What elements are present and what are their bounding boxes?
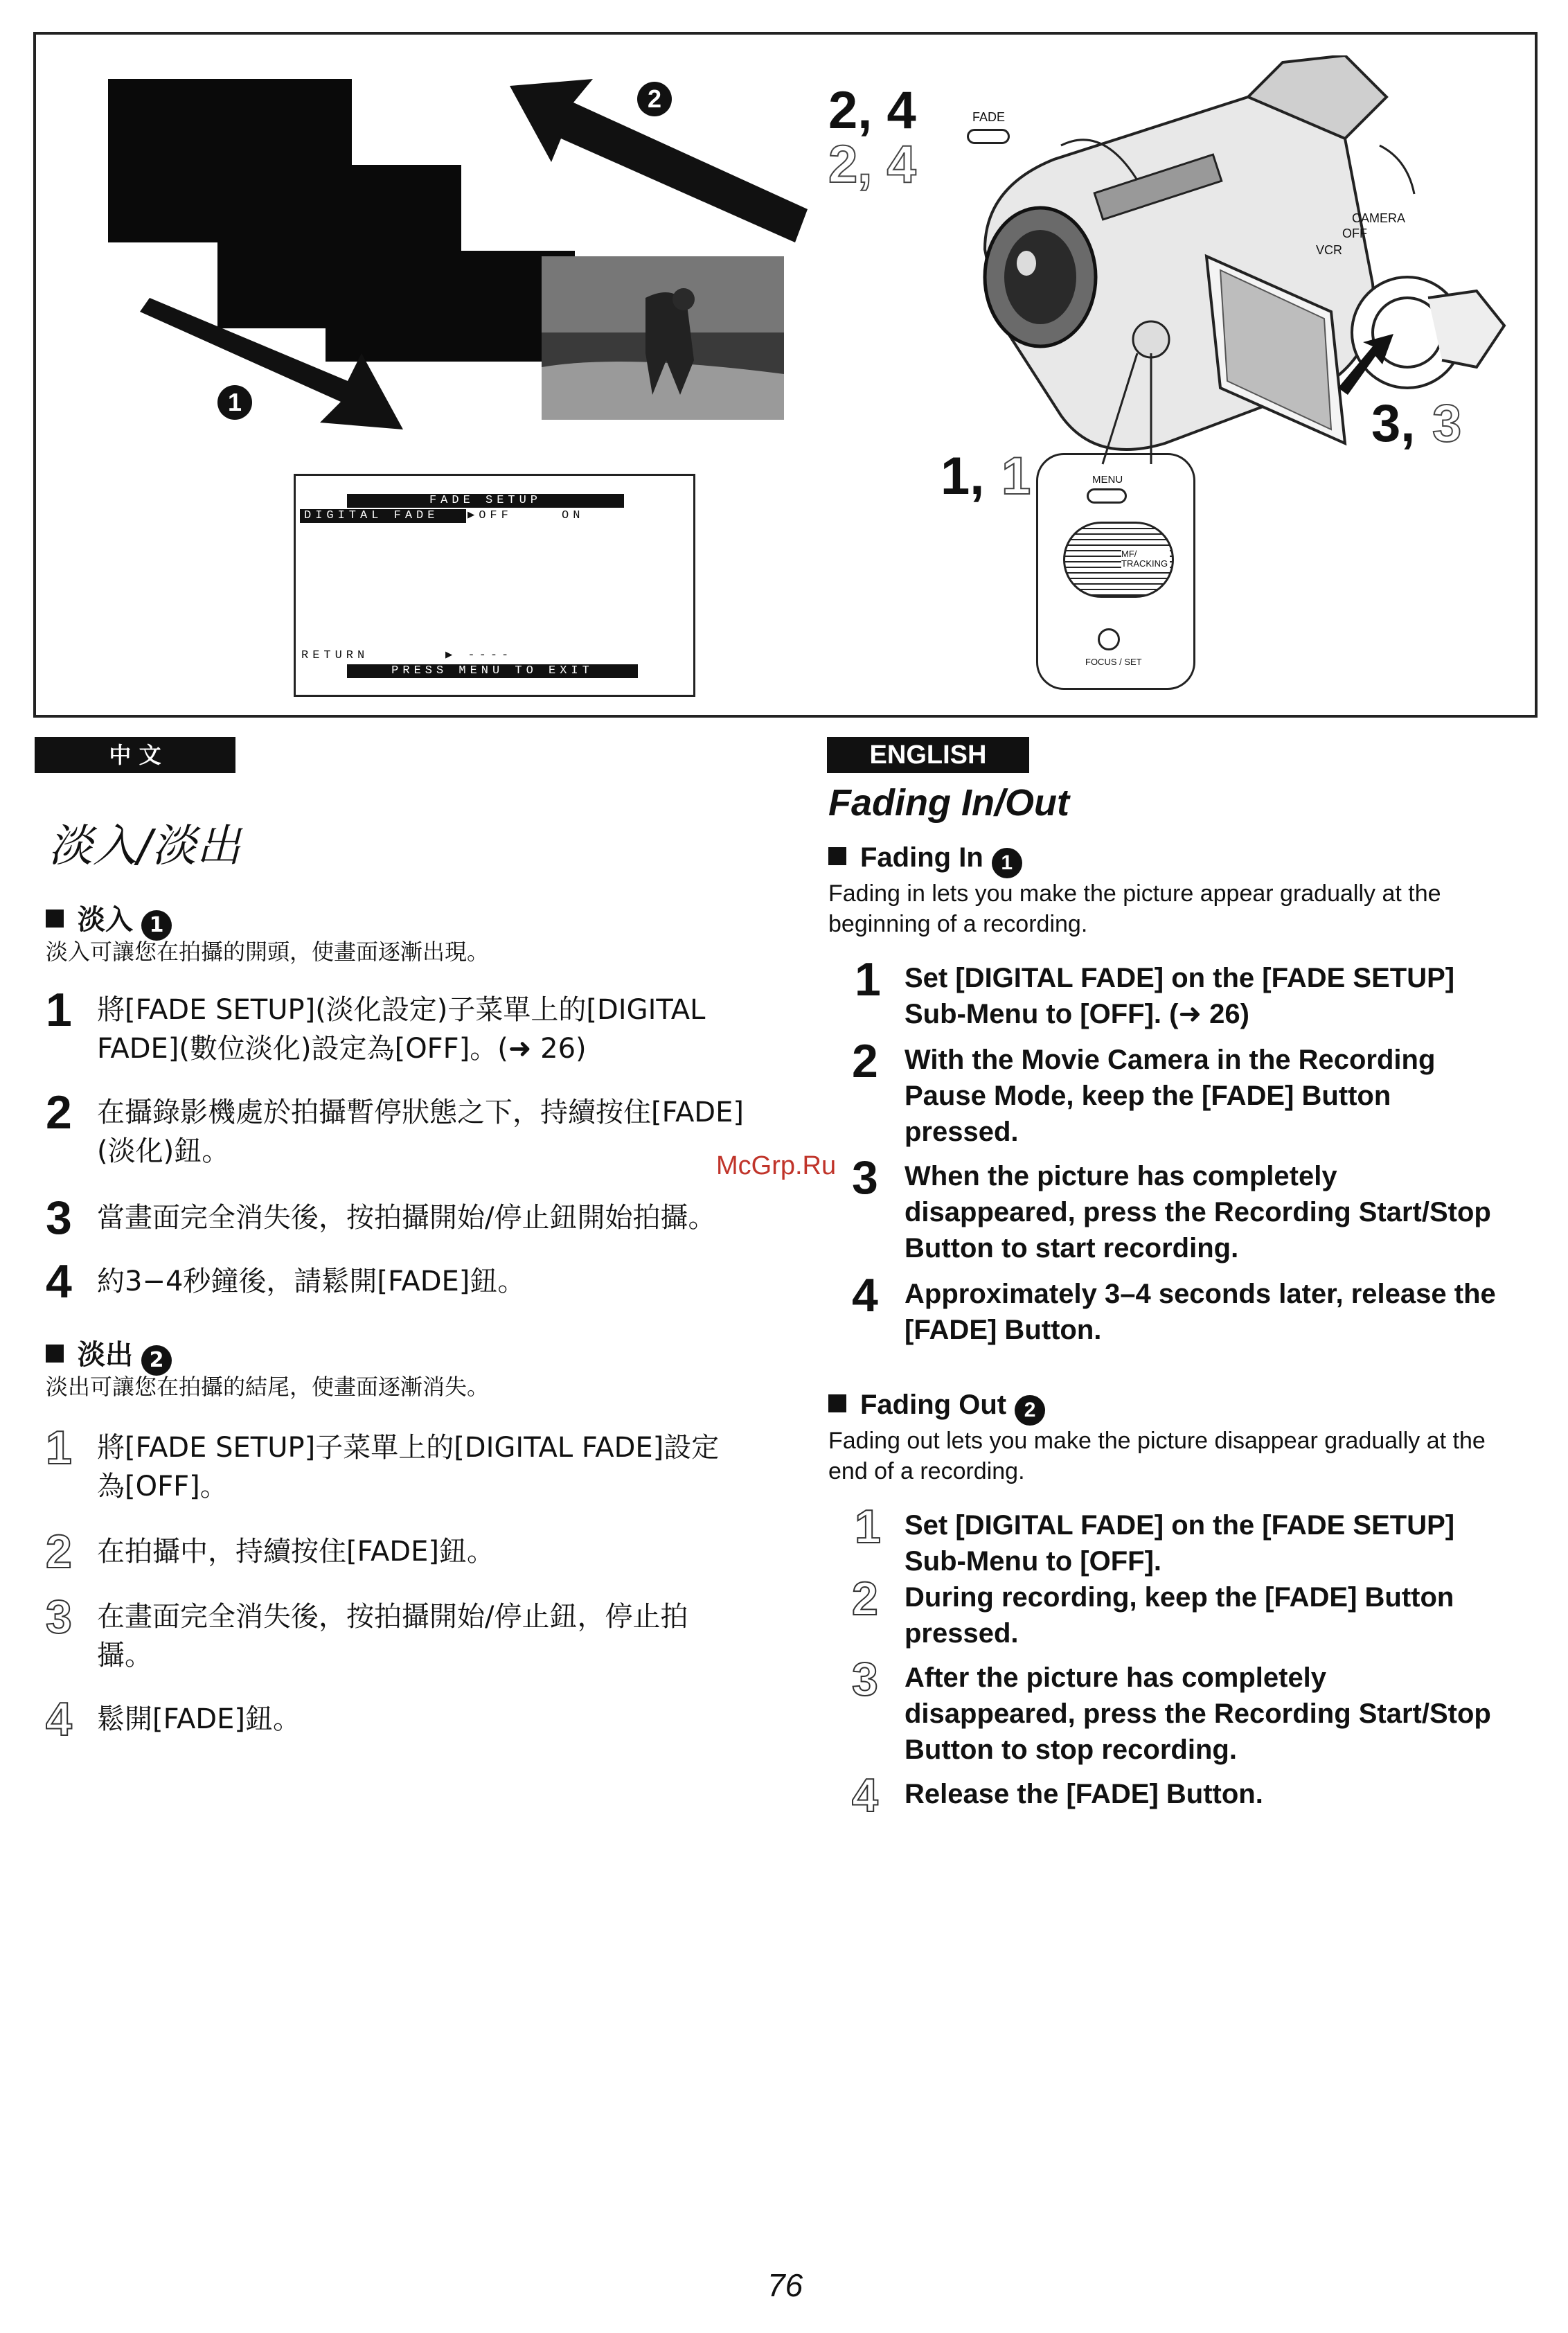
- menu-row-option: ON: [562, 509, 585, 522]
- fade-setup-menu-screen: [294, 474, 695, 697]
- mf-tracking-caption: MF/ TRACKING: [1121, 549, 1170, 568]
- step-text: [97, 1198, 715, 1237]
- step-line-2: [FADE] Button.: [905, 1315, 1102, 1345]
- menu-row-value: ▶OFF: [467, 509, 513, 522]
- step-line-2: (淡化)鈕。: [97, 1135, 230, 1167]
- step-text: [905, 1158, 1491, 1266]
- menu-return-label: RETURN: [301, 649, 369, 662]
- step-text: [97, 991, 705, 1068]
- bullet-square-icon: [828, 1394, 846, 1412]
- step-line-1: When the picture has completely: [905, 1161, 1337, 1191]
- fade-frame-photo: [542, 256, 784, 420]
- step-number: 2: [852, 1572, 878, 1625]
- step-text: [97, 1093, 744, 1171]
- step-line-1: Set [DIGITAL FADE] on the [FADE SETUP]: [905, 1510, 1455, 1541]
- step-line-3: Button to start recording.: [905, 1233, 1239, 1263]
- step-number: 4: [46, 1255, 72, 1308]
- step-text: [97, 1700, 301, 1739]
- step-number: 3: [852, 1151, 878, 1204]
- step-number: 1: [855, 1500, 881, 1553]
- chinese-fade-in-heading: [46, 898, 172, 941]
- step-line-1: Release the [FADE] Button.: [905, 1779, 1263, 1809]
- step-number: 1: [46, 984, 72, 1036]
- step-line-1: During recording, keep the [FADE] Button: [905, 1582, 1454, 1613]
- step-line-1: After the picture has completely: [905, 1662, 1327, 1693]
- label-step-2-4-outline: 2, 4: [828, 135, 916, 194]
- english-fade-in-number: 1: [992, 848, 1022, 878]
- step-line-3: Button to stop recording.: [905, 1735, 1237, 1765]
- bullet-square-icon: [46, 1345, 64, 1363]
- chinese-fade-out-heading-text: 淡出: [78, 1339, 133, 1371]
- marker-1: 1: [217, 385, 252, 420]
- step-number: 2: [46, 1086, 72, 1139]
- label-step-1: 1,: [941, 447, 985, 506]
- step-line-2: pressed.: [905, 1618, 1019, 1649]
- bullet-square-icon: [46, 910, 64, 928]
- step-line-2: Sub-Menu to [OFF].: [905, 1546, 1162, 1577]
- step-text: [905, 1776, 1263, 1812]
- arrow-fade-in-icon: [140, 298, 431, 436]
- step-line-1: 在畫面完全消失後，按拍攝開始/停止鈕，停止拍: [97, 1601, 688, 1633]
- desc-line-1: Fading in lets you make the picture appear gradually at the: [828, 880, 1441, 907]
- desc-line-1: Fading out lets you make the picture disappear gradually at the: [828, 1428, 1486, 1454]
- step-text: [905, 1507, 1454, 1579]
- step-line-1: Set [DIGITAL FADE] on the [FADE SETUP]: [905, 963, 1455, 993]
- focus-set-button-icon: [1098, 628, 1120, 650]
- desc-line-2: end of a recording.: [828, 1458, 1025, 1484]
- english-fade-in-heading: [828, 842, 1022, 878]
- english-fade-out-heading-text: Fading Out: [860, 1390, 1007, 1420]
- step-text: [97, 1428, 719, 1506]
- chinese-section-tag: 中 文: [35, 737, 235, 773]
- page-number: 76: [767, 2267, 803, 2303]
- desc-line-2: beginning of a recording.: [828, 911, 1088, 937]
- step-number: 3: [46, 1191, 72, 1244]
- menu-return-value: ▶ ----: [445, 649, 513, 662]
- chinese-fade-out-number: 2: [141, 1345, 172, 1376]
- step-line-2: Sub-Menu to [OFF]. (➜ 26): [905, 999, 1249, 1029]
- step-line-2: 為[OFF]。: [97, 1471, 228, 1502]
- english-section-tag: ENGLISH: [827, 737, 1029, 773]
- menu-button-icon: [1087, 488, 1127, 504]
- step-text: [905, 960, 1454, 1032]
- step-number: 2: [46, 1525, 72, 1578]
- vcr-caption: VCR: [1316, 243, 1343, 257]
- off-caption: OFF: [1342, 227, 1367, 240]
- step-line-2: disappeared, press the Recording Start/Stop: [905, 1197, 1491, 1227]
- step-text: [97, 1262, 525, 1301]
- focus-set-caption: FOCUS / SET: [1085, 657, 1142, 667]
- english-fade-out-heading: [828, 1390, 1045, 1426]
- marker-2: 2: [637, 82, 672, 116]
- menu-caption: MENU: [1092, 474, 1123, 486]
- illustration-frame: [33, 32, 1538, 718]
- menu-footer: PRESS MENU TO EXIT: [347, 664, 638, 678]
- step-text: [97, 1597, 688, 1675]
- step-number: 1: [46, 1421, 72, 1474]
- chinese-fade-in-description: 淡入可讓您在拍攝的開頭，使畫面逐漸出現。: [46, 939, 490, 965]
- menu-dial-detail: [1036, 453, 1195, 690]
- step-line-3: pressed.: [905, 1117, 1019, 1147]
- menu-title: FADE SETUP: [347, 494, 624, 508]
- watermark: McGrp.Ru: [716, 1151, 837, 1180]
- step-number: 4: [852, 1769, 878, 1822]
- english-fade-in-description: [828, 878, 1441, 939]
- label-step-3-outline: 3: [1432, 394, 1462, 453]
- step-line-1: 在攝錄影機處於拍攝暫停狀態之下，持續按住[FADE]: [97, 1097, 744, 1128]
- chinese-fade-out-description: 淡出可讓您在拍攝的結尾，使畫面逐漸消失。: [46, 1374, 490, 1400]
- english-fade-in-heading-text: Fading In: [860, 842, 983, 873]
- step-line-1: 鬆開[FADE]鈕。: [97, 1703, 301, 1735]
- step-line-1: 在拍攝中，持續按住[FADE]鈕。: [97, 1536, 495, 1568]
- step-line-1: Approximately 3–4 seconds later, release the: [905, 1279, 1496, 1309]
- step-line-1: 將[FADE SETUP](淡化設定)子菜單上的[DIGITAL: [97, 994, 706, 1026]
- step-text: [905, 1042, 1435, 1150]
- step-text: [905, 1276, 1496, 1348]
- fade-caption: FADE: [972, 110, 1006, 124]
- leader-lines: [1061, 353, 1186, 471]
- bullet-square-icon: [828, 847, 846, 865]
- label-step-1-outline: 1: [1001, 447, 1031, 506]
- chinese-fade-out-heading: [46, 1333, 172, 1376]
- step-line-1: 當畫面完全消失後，按拍攝開始/停止鈕開始拍攝。: [97, 1202, 716, 1234]
- step-number: 3: [852, 1653, 878, 1705]
- chinese-title: 淡入/淡出: [48, 821, 241, 872]
- step-number: 4: [852, 1269, 878, 1322]
- step-number: 2: [852, 1035, 878, 1088]
- step-text: [905, 1579, 1454, 1651]
- step-text: [905, 1660, 1491, 1768]
- label-step-2-4: 2, 4: [828, 81, 916, 140]
- english-fade-out-number: 2: [1015, 1395, 1045, 1426]
- step-line-2: disappeared, press the Recording Start/Stop: [905, 1698, 1491, 1729]
- step-number: 3: [46, 1590, 72, 1643]
- step-number: 4: [46, 1693, 72, 1746]
- chinese-fade-in-number: 1: [141, 910, 172, 941]
- label-step-3: 3,: [1371, 394, 1416, 453]
- power-switch-icon: [1338, 256, 1518, 395]
- step-line-1: 將[FADE SETUP]子菜單上的[DIGITAL FADE]設定: [97, 1432, 720, 1464]
- step-line-2: FADE](數位淡化)設定為[OFF]。(➜ 26): [97, 1033, 587, 1065]
- step-line-1: With the Movie Camera in the Recording: [905, 1045, 1436, 1075]
- step-text: [97, 1532, 495, 1571]
- step-line-2: 攝。: [97, 1640, 152, 1671]
- step-line-2: Pause Mode, keep the [FADE] Button: [905, 1081, 1391, 1111]
- english-title: Fading In/Out: [828, 782, 1069, 824]
- step-line-1: 約3−4秒鐘後，請鬆開[FADE]鈕。: [97, 1266, 526, 1297]
- english-fade-out-description: [828, 1426, 1486, 1487]
- camera-caption: CAMERA: [1352, 211, 1406, 225]
- menu-row-label: DIGITAL FADE: [300, 509, 466, 523]
- chinese-fade-in-heading-text: 淡入: [78, 904, 133, 936]
- step-number: 1: [855, 953, 881, 1006]
